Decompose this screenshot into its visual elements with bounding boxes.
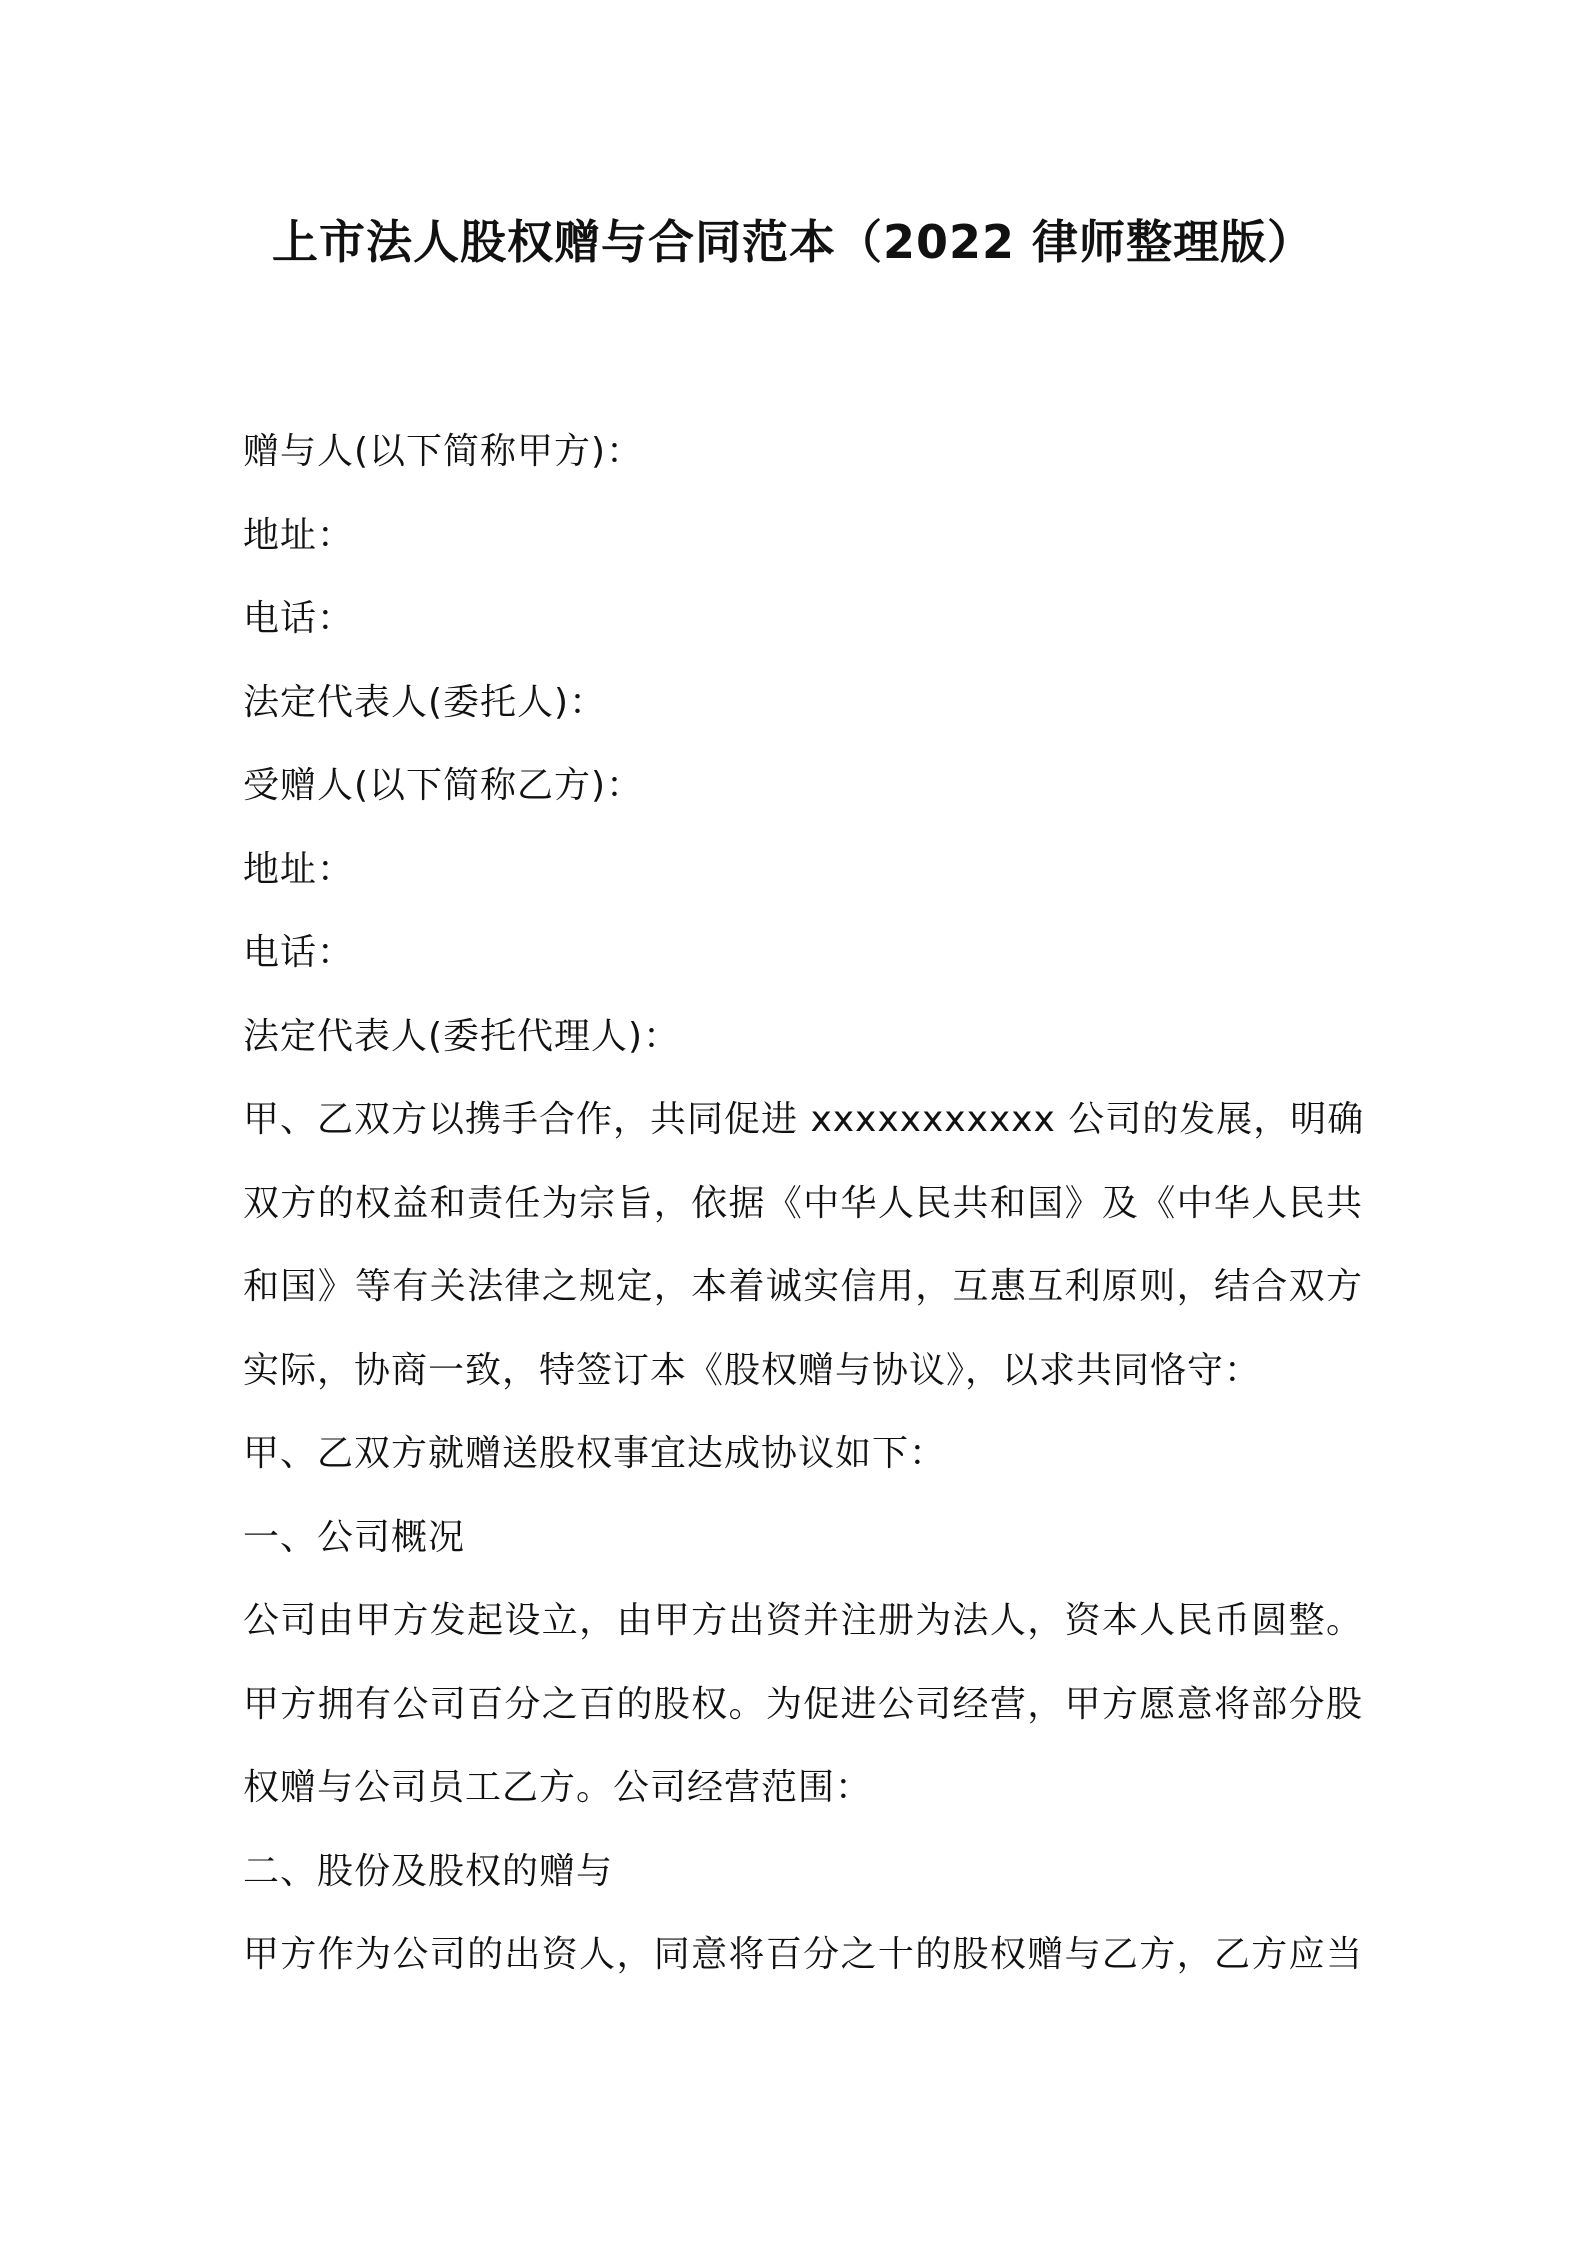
section-1-heading: 一、公司概况 xyxy=(243,1516,466,1558)
section-2-line-1: 甲方作为公司的出资人，同意将百分之十的股权赠与乙方，乙方应当 xyxy=(243,1934,1363,1975)
document-title: 上市法人股权赠与合同范本（2022 律师整理版） xyxy=(271,215,1315,269)
donee-address-line: 地址： xyxy=(243,848,355,890)
donor-phone-line: 电话： xyxy=(243,598,355,639)
section-2-heading: 二、股份及股权的赠与 xyxy=(243,1850,614,1892)
donor-address-line: 地址： xyxy=(243,514,355,556)
preamble-line-4: 实际，协商一致，特签订本《股权赠与协议》，以求共同恪守： xyxy=(243,1349,1262,1391)
agreement-intro-line: 甲、乙双方就赠送股权事宜达成协议如下： xyxy=(243,1433,947,1474)
section-1-line-1: 公司由甲方发起设立，由甲方出资并注册为法人，资本人民币圆整。 xyxy=(243,1600,1363,1641)
document-body xyxy=(243,410,1363,1997)
donor-representative-line: 法定代表人(委托人)： xyxy=(243,681,607,723)
section-1-line-2: 甲方拥有公司百分之百的股权。为促进公司经营，甲方愿意将部分股 xyxy=(243,1683,1363,1725)
preamble-line-2: 双方的权益和责任为宗旨，依据《中华人民共和国》及《中华人民共 xyxy=(243,1182,1363,1224)
section-1-line-3: 权赠与公司员工乙方。公司经营范围： xyxy=(243,1767,873,1808)
donee-representative-line: 法定代表人(委托代理人)： xyxy=(243,1015,681,1057)
preamble-line-3: 和国》等有关法律之规定，本着诚实信用，互惠互利原则，结合双方 xyxy=(243,1266,1363,1307)
donee-line: 受赠人(以下简称乙方)： xyxy=(243,765,644,806)
donee-phone-line: 电话： xyxy=(243,932,355,973)
donor-line: 赠与人(以下简称甲方)： xyxy=(243,431,644,472)
preamble-line-1: 甲、乙双方以携手合作，共同促进 xxxxxxxxxxx 公司的发展，明确 xyxy=(243,1099,1365,1140)
